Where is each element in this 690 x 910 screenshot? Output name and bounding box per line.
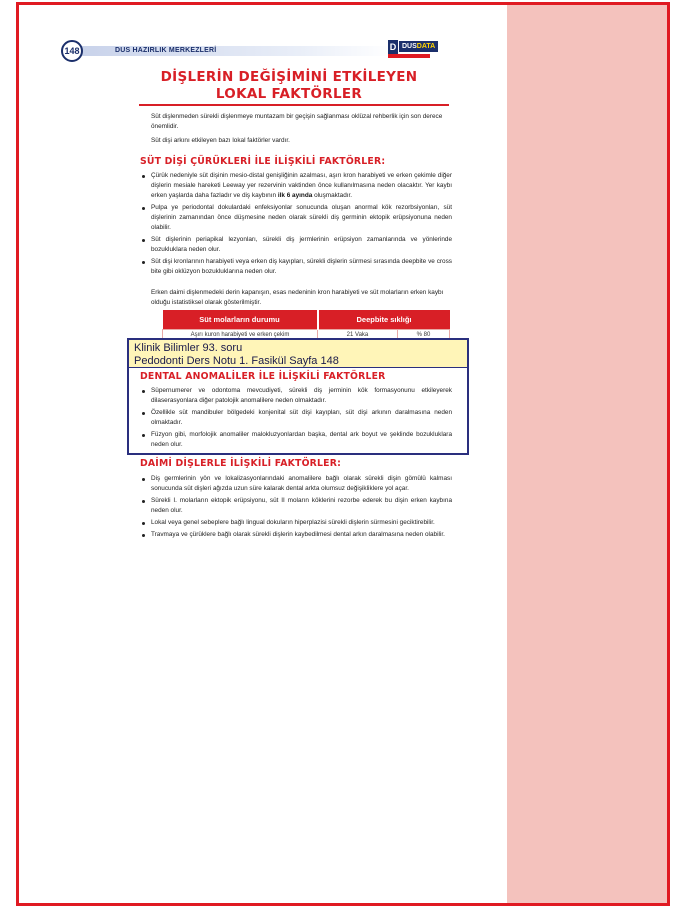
page-title-line2: LOKAL FAKTÖRLER (215, 86, 363, 102)
list-item: Pulpa ye periodontal dokulardaki enfeksiyonlar sonucunda oluşan anormal kök rezorbsiyonları, süt dişlerinin zamanından önce düşmesine neden olarak sürekli diş germinin ektopik erüpsiyonuna neden olabilir. (140, 203, 452, 233)
dusdata-logo (388, 38, 436, 60)
page-number: 148 (61, 40, 83, 62)
publisher-title: DUS HAZIRLIK MERKEZLERİ (115, 47, 217, 54)
caries-bullet-list (140, 171, 452, 279)
deepbite-table (162, 310, 450, 342)
annotation-line1: Klinik Bilimler 93. soru (134, 342, 243, 354)
annotation-line2: Pedodonti Ders Notu 1. Fasikül Sayfa 148 (134, 355, 339, 367)
logo-mark-icon: D (389, 42, 397, 52)
permanent-bullet-list (140, 474, 452, 542)
caries-closing: Erken daimi dişlenmedeki derin kapanışın, esas nedeninin kron harabiyeti ve süt molarların erken kaybı olduğu istatistiksel olarak gösterilmiştir. (151, 289, 444, 306)
table-cell: Aşırı kuron harabiyeti ve erken çekim (163, 329, 318, 341)
page-title-line1: DİŞLERİN DEĞİŞİMİNİ ETKİLEYEN (160, 69, 418, 85)
section-heading-permanent: DAİMİ DİŞLERLE İLİŞKİLİ FAKTÖRLER: (140, 458, 341, 469)
title-rule (139, 104, 449, 106)
page-frame (16, 2, 670, 906)
list-item: Çürük nedeniyle süt dişinin mesio-distal genişliğinin azalması, aşırı kron harabiyeti ve erken çekimle diğer dişlerin mesiale hareketi Leeway yer rezervinin vaktinden önce kullanılmasına neden olacaktır. Yer kaybı erken yaşlarda daha fazladır ve diş kaybının ilk 6 ayında oluşmaktadır. (140, 171, 452, 201)
side-panel (507, 5, 670, 906)
table-cell: % 80 (397, 329, 449, 341)
list-item: Süt dişlerinin periapikal lezyonları, sürekli diş jermlerinin erüpsiyon zamanlarında ve yönlerinde bozukluklara neden olur. (140, 235, 452, 255)
list-item: Travmaya ve çürüklere bağlı olarak sürekli dişlerin kaybedilmesi dental arkın daralmasına neden olabilir. (140, 530, 452, 540)
table-header-condition: Süt molarların durumu (163, 310, 318, 329)
annotation-label (127, 338, 469, 368)
section-heading-caries: SÜT DİŞİ ÇÜRÜKLERİ İLE İLİŞKİLİ FAKTÖRLER: (140, 156, 386, 167)
list-item: Süt dişi kronlarının harabiyeti veya erken diş kayıpları, sürekli dişlerin sürmesi sırasında deepbite ve cross bite gibi oklüzyon bozukluklarına neden olur. (140, 257, 452, 277)
section-heading-anomalies: DENTAL ANOMALİLER İLE İLİŞKİLİ FAKTÖRLER (140, 371, 386, 382)
list-item: Sürekli I. molarların ektopik erüpsiyonu, süt II moların köklerini rezorbe ederek bu dişin erken kaybına neden olur. (140, 496, 452, 516)
intro-note: Süt dişi arkını etkileyen bazı lokal faktörler vardır. (151, 137, 290, 144)
logo-word: DUSDATA (399, 41, 438, 52)
list-item: Füzyon gibi, morfolojik anomaliler malokluzyonlardan başka, dental ark boyut ve şeklinde bozukluklara neden olur. (140, 430, 452, 450)
table-header-frequency: Deepbite sıklığı (318, 310, 450, 329)
page-title (139, 69, 439, 103)
list-item: Diş germlerinin yön ve lokalizasyonlarındaki anomalilere bağlı olarak sürekli dişin gömülü kalması sonucunda süt dişleri ağızda uzun süre kalarak dental arkta olumsuz değişikliklere yol açar. (140, 474, 452, 494)
intro-paragraph: Süt dişlenmeden sürekli dişlenmeye muntazam bir geçişin sağlanması oklüzal rehberlik için son derece önemlidir. (151, 113, 443, 130)
list-item: Özellikle süt mandibuler bölgedeki konjenital süt dişi kayıpları, süt dişi arkının daralmasına neden olmaktadır. (140, 408, 452, 428)
list-item: Süpernumerer ve odontoma mevcudiyeti, sürekli diş jerminin kök formasyonunu etkileyerek dilaserasyonlara diğer patolojik anomalilere neden olmaktadır. (140, 386, 452, 406)
list-item: Lokal veya genel sebeplere bağlı lingual dokuların hiperplazisi sürekli dişlerin sürmesini geciktirebilir. (140, 518, 452, 528)
table-cell: 21 Vaka (318, 329, 398, 341)
logo-underline (388, 54, 430, 58)
